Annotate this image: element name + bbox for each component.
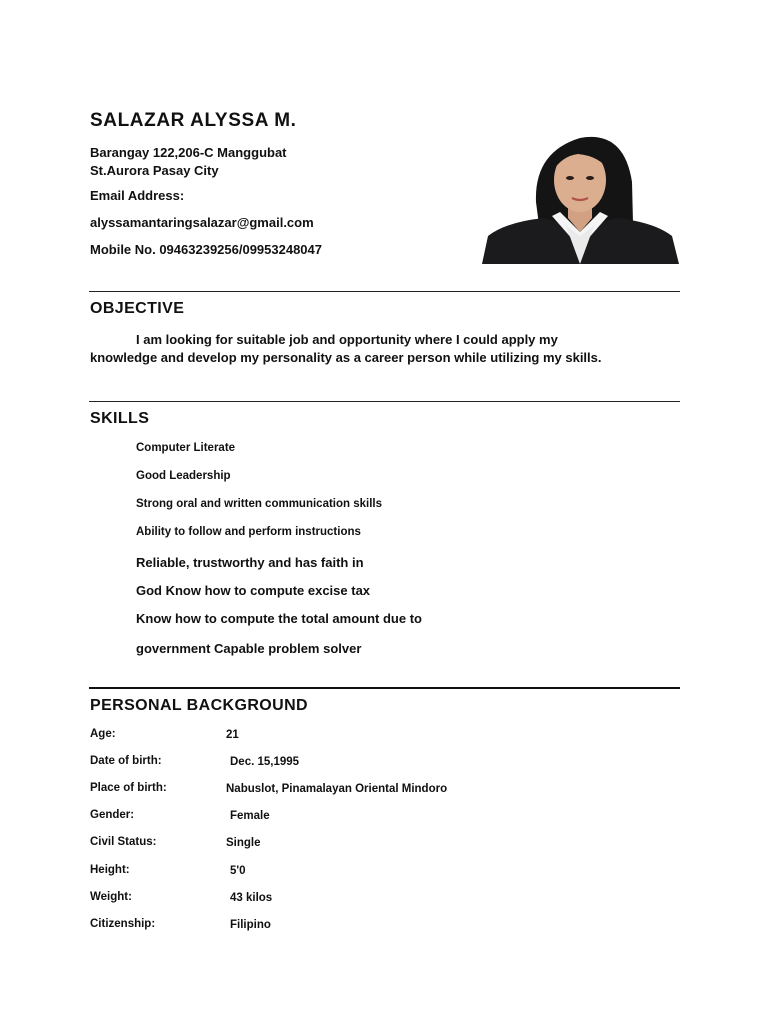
skill-item: government Capable problem solver	[136, 641, 362, 656]
skill-item: Reliable, trustworthy and has faith in	[136, 555, 364, 570]
place-of-birth-value: Nabuslot, Pinamalayan Oriental Mindoro	[226, 783, 448, 795]
weight-value: 43 kilos	[230, 892, 273, 904]
weight-label: Weight:	[90, 891, 132, 903]
gender-label: Gender:	[90, 809, 135, 821]
citizenship-value: Filipino	[230, 919, 271, 931]
age-value: 21	[226, 729, 239, 741]
skill-item: Computer Literate	[136, 442, 236, 454]
gender-value: Female	[230, 810, 270, 822]
email-label: Email Address:	[90, 188, 185, 203]
objective-line-1: I am looking for suitable job and opportunity where I could apply my	[136, 332, 558, 347]
civil-status-label: Civil Status:	[90, 836, 157, 848]
date-of-birth-value: Dec. 15,1995	[230, 756, 300, 768]
height-value: 5'0	[230, 865, 246, 877]
age-label: Age:	[90, 728, 116, 740]
citizenship-label: Citizenship:	[90, 918, 156, 930]
height-label: Height:	[90, 864, 130, 876]
skill-item: Strong oral and written communication skills	[136, 498, 383, 510]
skill-item: Know how to compute the total amount due to	[136, 611, 422, 626]
place-of-birth-label: Place of birth:	[90, 782, 167, 794]
date-of-birth-label: Date of birth:	[90, 755, 162, 767]
skills-heading: SKILLS	[90, 410, 150, 427]
objective-heading: OBJECTIVE	[90, 300, 185, 317]
personal-background-heading: PERSONAL BACKGROUND	[90, 697, 308, 714]
profile-photo	[482, 132, 679, 264]
skill-item: Ability to follow and perform instructions	[136, 526, 361, 538]
skill-item: God Know how to compute excise tax	[136, 583, 371, 598]
address-line-1: Barangay 122,206-C Manggubat	[90, 145, 287, 160]
divider	[89, 687, 680, 689]
divider	[89, 401, 680, 402]
objective-line-2: knowledge and develop my personality as a career person while utilizing my skills.	[90, 350, 602, 365]
email-address: alyssamantaringsalazar@gmail.com	[90, 215, 314, 230]
divider	[89, 291, 680, 292]
address-line-2: St.Aurora Pasay City	[90, 163, 219, 178]
civil-status-value: Single	[226, 837, 261, 849]
mobile-number: Mobile No. 09463239256/09953248047	[90, 242, 323, 257]
applicant-name: SALAZAR ALYSSA M.	[90, 110, 297, 131]
skill-item: Good Leadership	[136, 470, 231, 482]
